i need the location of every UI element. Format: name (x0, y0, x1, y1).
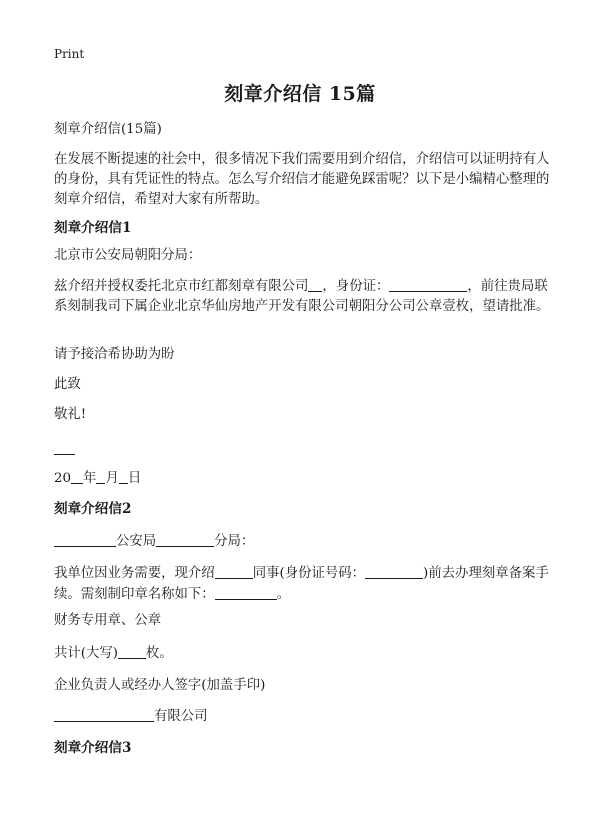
document-title: 刻章介绍信 15篇 (224, 83, 376, 105)
count-blank (118, 643, 146, 659)
letter1-closing1: 此致 (54, 377, 81, 392)
seal-name-blank (215, 584, 277, 600)
date-year-label: 年 (83, 471, 97, 486)
company-suffix: 有限公司 (154, 709, 208, 724)
letter1-body (54, 276, 554, 317)
letter2-body-b: 同事(身份证号码： (252, 566, 366, 581)
letter2-company (54, 706, 554, 727)
letter1-body-a: 兹介绍并授权委托北京市红都刻章有限公司 (54, 279, 309, 294)
letter1-addressee: 北京市公安局朝阳分局： (54, 248, 202, 263)
bureau-blank (54, 531, 116, 547)
letter2-signer: 企业负责人或经办人签字(加盖手印) (54, 678, 266, 693)
letter2-body-c: )前去办理刻章备案手续。需刻制印章名称如下： (54, 566, 549, 602)
letter2-bureau-label: 公安局 (116, 534, 157, 549)
letter2-heading: 刻章介绍信2 (54, 501, 132, 517)
letter1-request: 请予接洽希协助为盼 (54, 347, 175, 362)
letter2-body (54, 563, 554, 605)
signature-line (54, 454, 75, 455)
count-unit: 枚。 (146, 646, 173, 661)
company-blank (308, 276, 322, 292)
year-blank (71, 468, 83, 484)
branch-blank (156, 531, 214, 547)
letter1-heading: 刻章介绍信1 (54, 220, 132, 236)
letter1-closing2: 敬礼! (54, 407, 87, 422)
letter2-count (54, 643, 554, 664)
letter2-branch-label: 分局： (214, 534, 255, 549)
print-link[interactable]: Print (54, 47, 85, 61)
letter1-body-c: ，前往贵局联系刻制我司下属企业北京华仙房地产开发有限公司朝阳分公司公章壹枚，望请批准。 (54, 279, 550, 314)
day-blank (119, 468, 128, 484)
count-label: 共计(大写) (54, 646, 119, 661)
intro-paragraph: 在发展不断提速的社会中，很多情况下我们需要用到介绍信，介绍信可以证明持有人的身份，具有凭证性的特点。怎么写介绍信才能避免踩雷呢？以下是小编精心整理的刻章介绍信，希望对大家有所帮助。 (54, 152, 550, 207)
date-month-label: 月 (105, 471, 119, 486)
letter2-body-a: 我单位因业务需要，现介绍 (54, 566, 215, 581)
document-subtitle: 刻章介绍信(15篇) (54, 122, 162, 137)
letter1-date (54, 468, 554, 489)
letter2-seals: 财务专用章、公章 (54, 613, 162, 628)
id-number-blank (389, 276, 467, 292)
colleague-blank (215, 563, 253, 579)
letter2-addressee (54, 531, 554, 552)
letter1-body-b: ，身份证： (322, 279, 390, 294)
id-number-blank-2 (365, 563, 423, 579)
date-day-label: 日 (127, 471, 142, 486)
letter2-body-d: 。 (276, 587, 291, 602)
letter3-heading: 刻章介绍信3 (54, 740, 132, 756)
date-year-prefix: 20 (54, 471, 72, 486)
company-name-blank (54, 706, 154, 722)
